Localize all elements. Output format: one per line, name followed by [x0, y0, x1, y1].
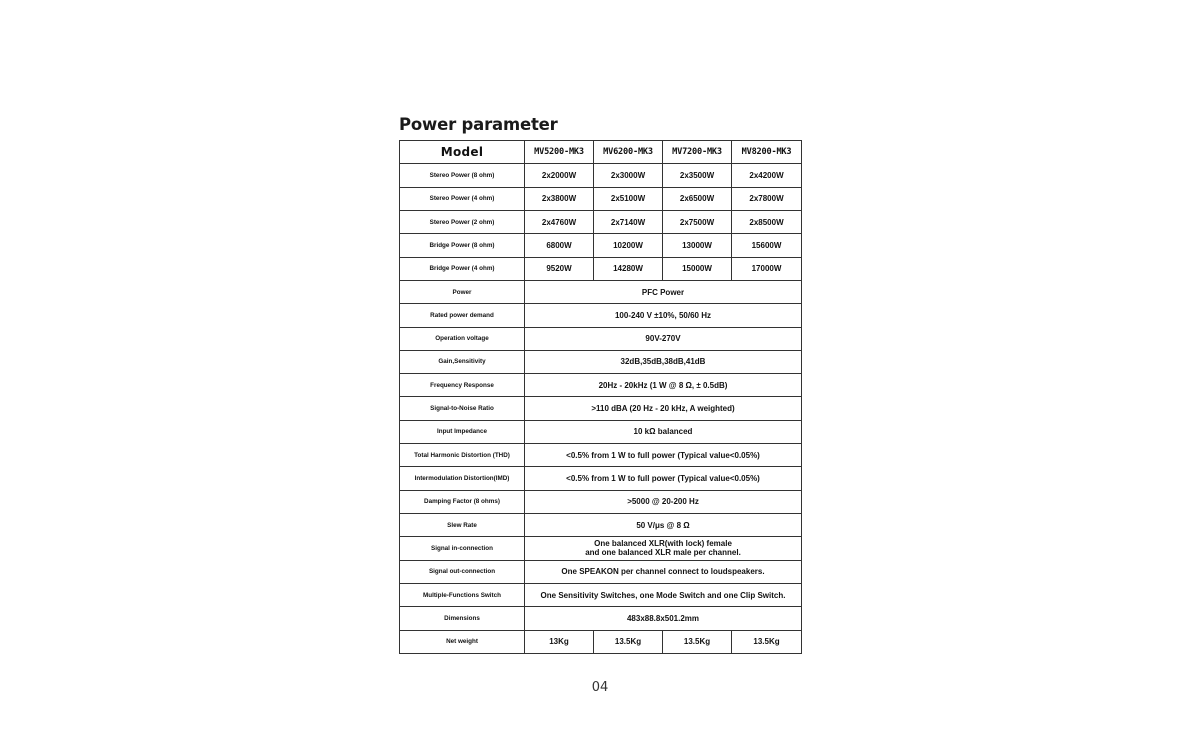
cell-value: 13000W — [663, 234, 732, 257]
table-row — [400, 397, 802, 420]
page-title: Power parameter — [399, 115, 558, 134]
row-label: Bridge Power (8 ohm) — [400, 234, 525, 257]
table-row — [400, 467, 802, 490]
row-label: Signal-to-Noise Ratio — [400, 397, 525, 420]
cell-value: >5000 @ 20-200 Hz — [525, 490, 802, 513]
cell-value: 9520W — [525, 257, 594, 280]
row-label: Power — [400, 280, 525, 303]
cell-value: 13.5Kg — [594, 630, 663, 653]
cell-value: 17000W — [732, 257, 802, 280]
cell-value: 20Hz - 20kHz (1 W @ 8 Ω, ± 0.5dB) — [525, 374, 802, 397]
cell-value: One Sensitivity Switches, one Mode Switch and one Clip Switch. — [525, 583, 802, 606]
cell-value: 2x4760W — [525, 210, 594, 233]
table-row — [400, 280, 802, 303]
row-label: Signal in-connection — [400, 537, 525, 560]
table-row — [400, 514, 802, 537]
table-row — [400, 164, 802, 187]
row-label: Bridge Power (4 ohm) — [400, 257, 525, 280]
row-label: Slew Rate — [400, 514, 525, 537]
row-label: Frequency Response — [400, 374, 525, 397]
cell-value: 2x7500W — [663, 210, 732, 233]
cell-value: 2x7140W — [594, 210, 663, 233]
cell-value: PFC Power — [525, 280, 802, 303]
table-row — [400, 630, 802, 653]
cell-value: 2x8500W — [732, 210, 802, 233]
cell-value: 2x3000W — [594, 164, 663, 187]
row-label: Total Harmonic Distortion (THD) — [400, 444, 525, 467]
table-header-row — [400, 141, 802, 164]
cell-value: >110 dBA (20 Hz - 20 kHz, A weighted) — [525, 397, 802, 420]
cell-value: 90V-270V — [525, 327, 802, 350]
row-label: Stereo Power (4 ohm) — [400, 187, 525, 210]
row-label: Net weight — [400, 630, 525, 653]
model-column-header: MV7200-MK3 — [663, 141, 732, 164]
cell-value: 6800W — [525, 234, 594, 257]
row-label: Intermodulation Distortion(IMD) — [400, 467, 525, 490]
cell-value: 2x5100W — [594, 187, 663, 210]
cell-value: 13.5Kg — [732, 630, 802, 653]
row-label: Operation voltage — [400, 327, 525, 350]
cell-value: 2x4200W — [732, 164, 802, 187]
table-row — [400, 187, 802, 210]
row-label: Dimensions — [400, 607, 525, 630]
cell-value: 13Kg — [525, 630, 594, 653]
cell-value: 32dB,35dB,38dB,41dB — [525, 350, 802, 373]
model-column-header: MV6200-MK3 — [594, 141, 663, 164]
cell-value: 2x6500W — [663, 187, 732, 210]
row-label: Stereo Power (8 ohm) — [400, 164, 525, 187]
cell-value: 2x3800W — [525, 187, 594, 210]
cell-value: 483x88.8x501.2mm — [525, 607, 802, 630]
cell-value: 2x3500W — [663, 164, 732, 187]
table-row — [400, 420, 802, 443]
row-label: Stereo Power (2 ohm) — [400, 210, 525, 233]
table-row — [400, 210, 802, 233]
cell-value: 50 V/μs @ 8 Ω — [525, 514, 802, 537]
cell-value: 10200W — [594, 234, 663, 257]
table-row — [400, 304, 802, 327]
row-label: Rated power demand — [400, 304, 525, 327]
table-row — [400, 350, 802, 373]
cell-value: <0.5% from 1 W to full power (Typical value<0.05%) — [525, 467, 802, 490]
table-row — [400, 327, 802, 350]
model-column-header: MV5200-MK3 — [525, 141, 594, 164]
row-label: Multiple-Functions Switch — [400, 583, 525, 606]
row-label: Signal out-connection — [400, 560, 525, 583]
cell-value: One SPEAKON per channel connect to loudspeakers. — [525, 560, 802, 583]
cell-value: 2x7800W — [732, 187, 802, 210]
cell-value: 14280W — [594, 257, 663, 280]
cell-value: 10 kΩ balanced — [525, 420, 802, 443]
model-header: Model — [400, 141, 525, 164]
cell-value: 13.5Kg — [663, 630, 732, 653]
table-row — [400, 583, 802, 606]
cell-value: 15000W — [663, 257, 732, 280]
cell-value: 2x2000W — [525, 164, 594, 187]
cell-value: 100-240 V ±10%, 50/60 Hz — [525, 304, 802, 327]
table-row — [400, 444, 802, 467]
cell-value: <0.5% from 1 W to full power (Typical value<0.05%) — [525, 444, 802, 467]
table-row — [400, 234, 802, 257]
table-row — [400, 560, 802, 583]
table-row — [400, 374, 802, 397]
table-row — [400, 257, 802, 280]
table-row — [400, 537, 802, 560]
table-row — [400, 607, 802, 630]
row-label: Damping Factor (8 ohms) — [400, 490, 525, 513]
cell-value — [525, 537, 802, 560]
cell-value-line: One balanced XLR(with lock) female — [594, 539, 732, 549]
cell-value-line: and one balanced XLR male per channel. — [585, 548, 741, 558]
page-number: 04 — [591, 680, 609, 695]
model-column-header: MV8200-MK3 — [732, 141, 802, 164]
row-label: Input Impedance — [400, 420, 525, 443]
cell-value: 15600W — [732, 234, 802, 257]
table-row — [400, 490, 802, 513]
power-parameter-table — [399, 140, 802, 654]
row-label: Gain,Sensitivity — [400, 350, 525, 373]
